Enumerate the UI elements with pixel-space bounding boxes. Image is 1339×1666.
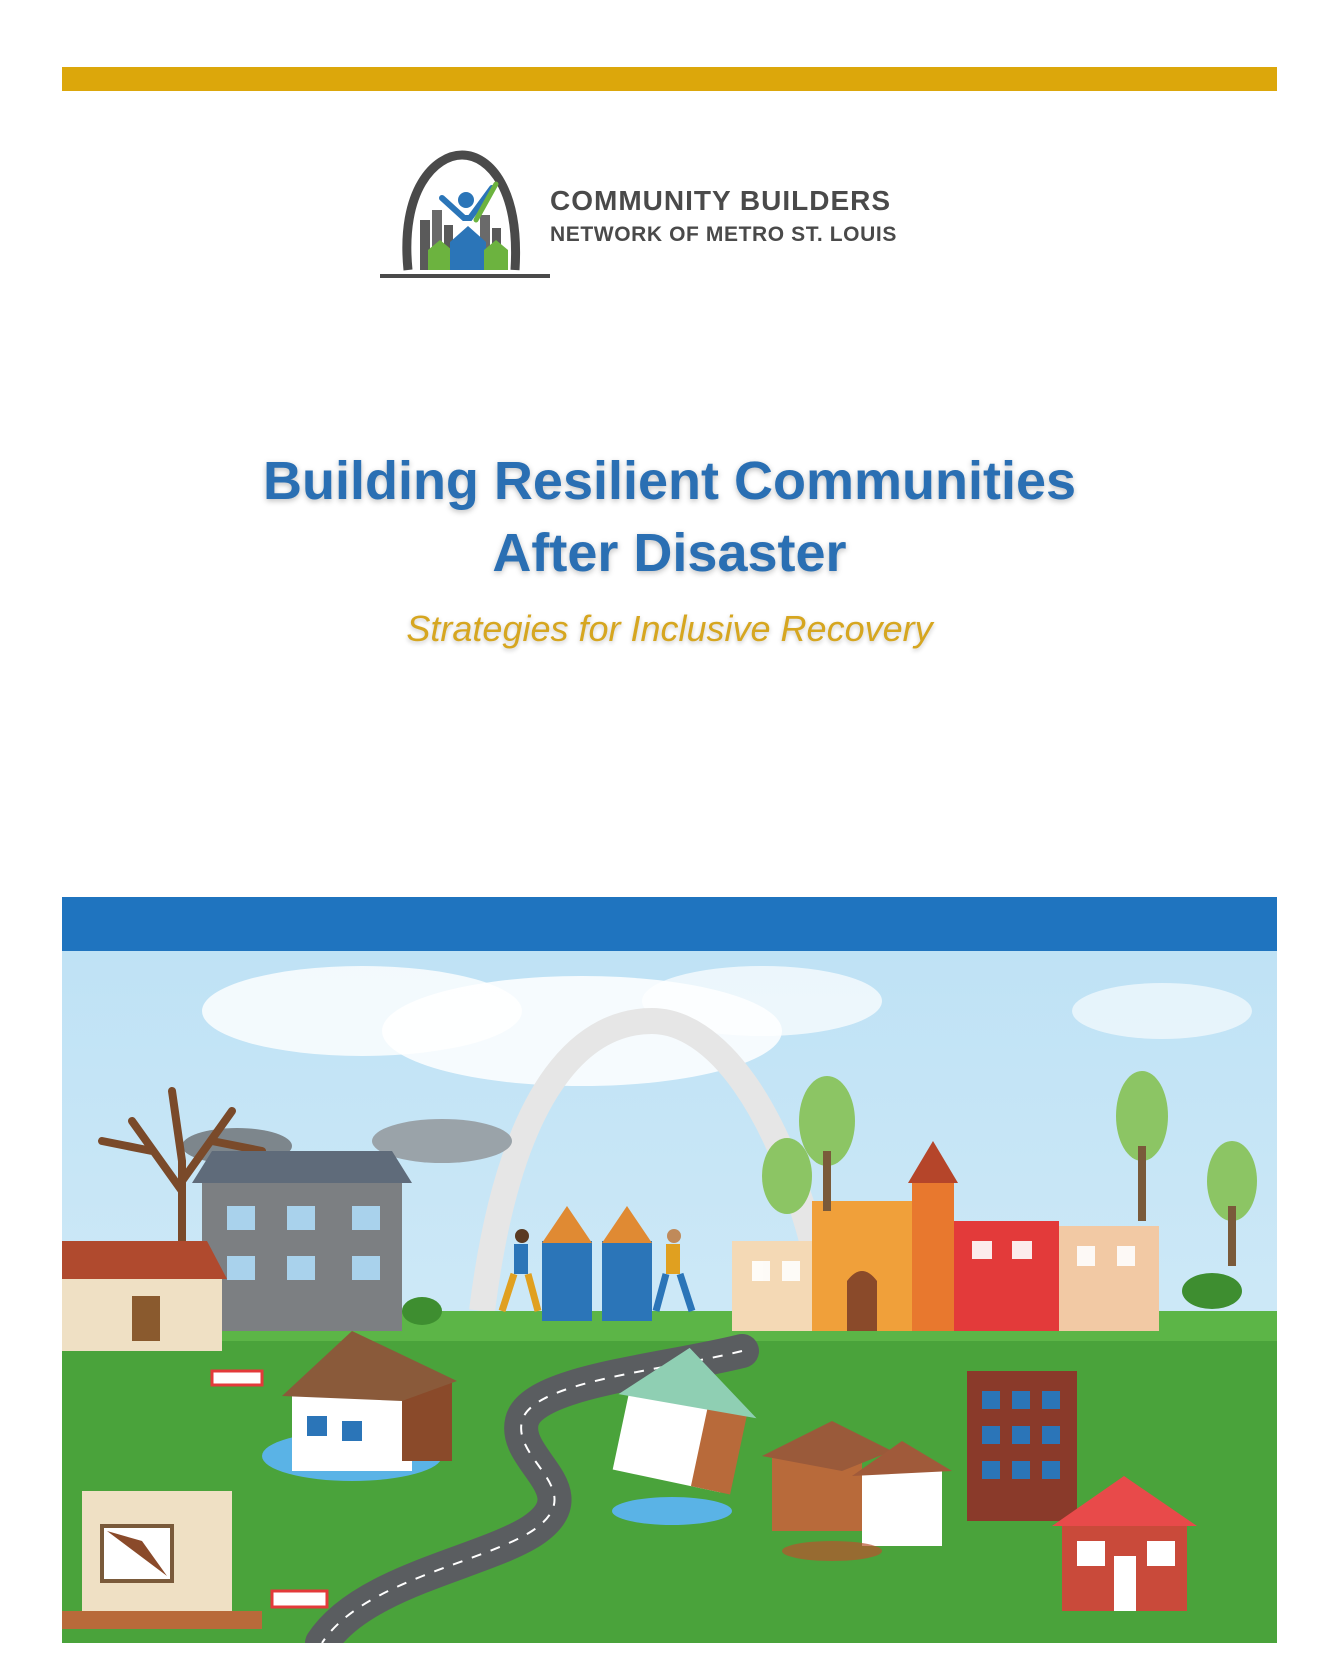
neighborhood-scene-icon — [62, 951, 1277, 1643]
title-line-1: Building Resilient Communities — [262, 451, 1077, 511]
organization-logo — [380, 150, 940, 285]
document-subtitle: Strategies for Inclusive Recovery — [406, 608, 933, 649]
blue-accent-bar — [62, 897, 1277, 951]
logo-org-subtitle: NETWORK OF METRO ST. LOUIS — [550, 223, 897, 246]
top-accent-bar — [62, 67, 1277, 91]
document-title — [0, 445, 1339, 589]
logo-org-name: COMMUNITY BUILDERS — [550, 185, 892, 216]
arch-houses-logo-icon — [380, 150, 550, 285]
recovery-neighborhood-illustration — [62, 951, 1277, 1643]
title-line-2: After Disaster — [492, 523, 847, 583]
